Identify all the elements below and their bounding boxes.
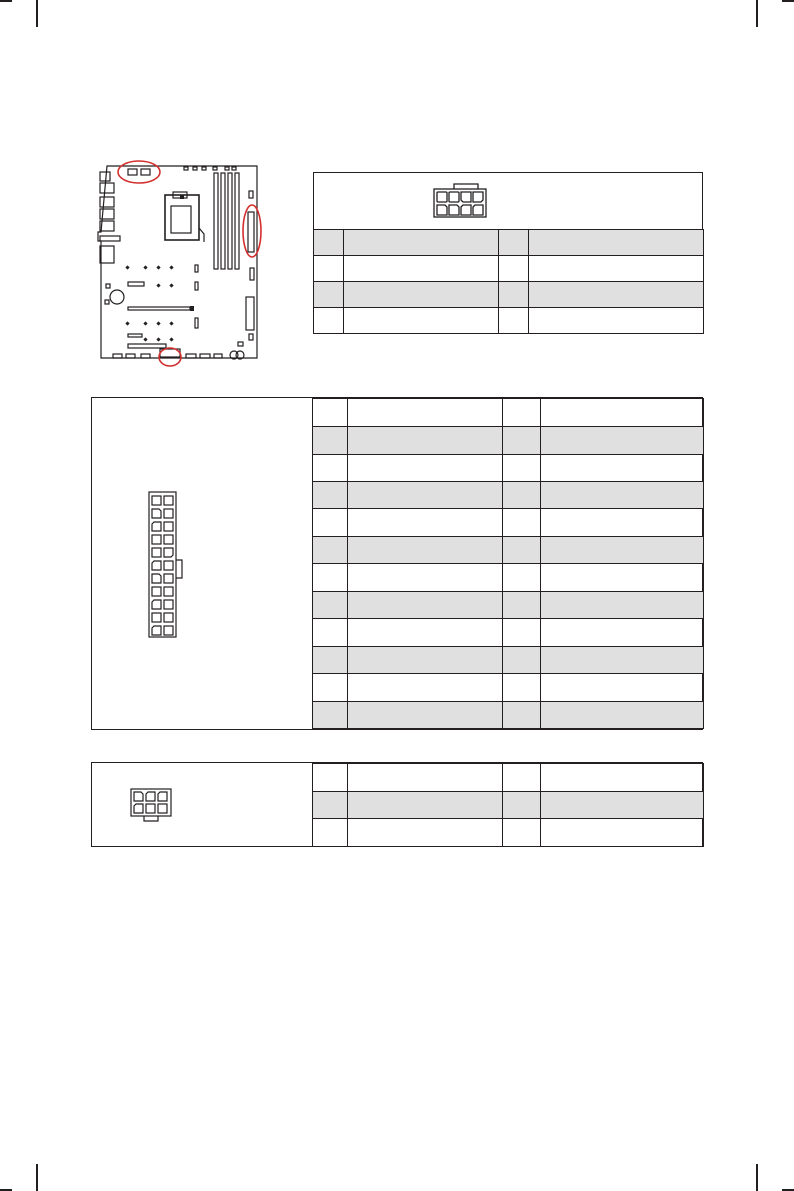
table-row <box>313 537 704 564</box>
table-row <box>313 482 704 509</box>
cpu-power-pin-table <box>313 229 704 334</box>
table-row <box>313 764 704 792</box>
table-row <box>313 509 704 537</box>
table-row <box>314 230 704 256</box>
crop-mark <box>756 1164 758 1191</box>
crop-mark <box>36 1164 38 1191</box>
table-row <box>313 592 704 619</box>
cpu-power-header-panel <box>313 172 703 230</box>
atx-power-pin-table <box>312 398 704 729</box>
6-pin-connector-icon <box>128 786 176 826</box>
table-row <box>313 674 704 702</box>
crop-mark <box>0 1189 12 1191</box>
table-row <box>313 455 704 482</box>
table-row <box>313 619 704 647</box>
table-row <box>313 427 704 455</box>
table-row <box>313 819 704 847</box>
table-row <box>313 702 704 729</box>
table-row <box>314 282 704 308</box>
crop-mark <box>782 1189 794 1191</box>
crop-mark <box>36 0 38 27</box>
table-row <box>313 647 704 674</box>
table-row <box>313 564 704 592</box>
table-row <box>314 256 704 282</box>
crop-mark <box>0 0 12 2</box>
motherboard-layout-icon <box>96 158 266 370</box>
table-row <box>313 792 704 819</box>
crop-mark <box>756 0 758 27</box>
8-pin-connector-icon <box>430 180 490 220</box>
table-row <box>314 308 704 334</box>
table-row <box>313 399 704 427</box>
24-pin-connector-icon <box>146 490 186 640</box>
pcie-power-pin-table <box>312 763 704 847</box>
crop-mark <box>782 0 794 2</box>
